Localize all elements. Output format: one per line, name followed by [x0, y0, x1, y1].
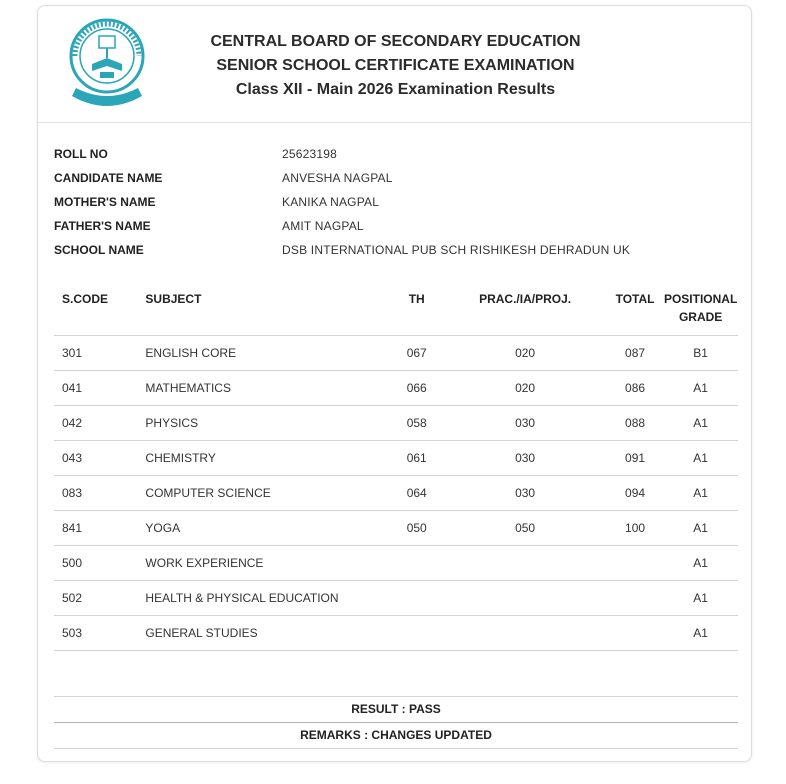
total-marks: 091	[607, 441, 663, 476]
theory-marks: 050	[390, 511, 443, 546]
subject-code: 841	[54, 511, 145, 546]
candidate-details	[54, 142, 734, 262]
father-name-label: FATHER'S NAME	[54, 219, 151, 233]
practical-marks	[443, 546, 607, 581]
subject-name: ENGLISH CORE	[145, 336, 390, 371]
subject-name: YOGA	[145, 511, 390, 546]
subject-code: 301	[54, 336, 145, 371]
positional-grade: A1	[663, 406, 738, 441]
positional-grade: B1	[663, 336, 738, 371]
school-name-value: DSB INTERNATIONAL PUB SCH RISHIKESH DEHRADUN UK	[282, 243, 631, 257]
col-subject: SUBJECT	[145, 282, 390, 336]
theory-marks	[390, 616, 443, 651]
positional-grade: A1	[663, 476, 738, 511]
table-row	[54, 581, 738, 616]
table-row	[54, 616, 738, 651]
subject-code: 502	[54, 581, 145, 616]
roll-no-label: ROLL NO	[54, 147, 108, 161]
subject-name: GENERAL STUDIES	[145, 616, 390, 651]
result-remarks: REMARKS : CHANGES UPDATED	[300, 728, 492, 742]
total-marks: 087	[607, 336, 663, 371]
header-titles	[188, 30, 603, 102]
col-prac: PRAC./IA/PROJ.	[443, 282, 607, 336]
board-name: CENTRAL BOARD OF SECONDARY EDUCATION	[210, 33, 581, 50]
total-marks: 094	[607, 476, 663, 511]
practical-marks	[443, 581, 607, 616]
result-summary	[54, 696, 738, 749]
positional-grade: A1	[663, 616, 738, 651]
table-row	[54, 476, 738, 511]
practical-marks: 030	[443, 441, 607, 476]
subject-name: COMPUTER SCIENCE	[145, 476, 390, 511]
theory-marks: 064	[390, 476, 443, 511]
practical-marks: 030	[443, 406, 607, 441]
subject-name: WORK EXPERIENCE	[145, 546, 390, 581]
subject-name: CHEMISTRY	[145, 441, 390, 476]
father-name-value: AMIT NAGPAL	[282, 219, 364, 233]
father-name-row	[54, 214, 734, 238]
mother-name-label: MOTHER'S NAME	[54, 195, 156, 209]
roll-no-value: 25623198	[282, 147, 337, 161]
table-row	[54, 441, 738, 476]
total-marks: 088	[607, 406, 663, 441]
positional-grade: A1	[663, 581, 738, 616]
total-marks: 086	[607, 371, 663, 406]
subject-name: HEALTH & PHYSICAL EDUCATION	[145, 581, 390, 616]
subject-code: 083	[54, 476, 145, 511]
subject-code: 500	[54, 546, 145, 581]
subject-code: 503	[54, 616, 145, 651]
practical-marks: 020	[443, 371, 607, 406]
subject-code: 042	[54, 406, 145, 441]
total-marks	[607, 546, 663, 581]
subject-code: 043	[54, 441, 145, 476]
theory-marks	[390, 546, 443, 581]
positional-grade: A1	[663, 546, 738, 581]
mother-name-row	[54, 190, 734, 214]
theory-marks: 066	[390, 371, 443, 406]
school-name-label: SCHOOL NAME	[54, 243, 144, 257]
total-marks	[607, 581, 663, 616]
total-marks: 100	[607, 511, 663, 546]
table-row	[54, 511, 738, 546]
col-grade: POSITIONAL GRADE	[663, 282, 738, 336]
subject-code: 041	[54, 371, 145, 406]
marks-table	[54, 282, 738, 651]
practical-marks: 030	[443, 476, 607, 511]
table-row	[54, 406, 738, 441]
divider	[54, 748, 738, 749]
mother-name-value: KANIKA NAGPAL	[282, 195, 380, 209]
col-scode: S.CODE	[54, 282, 145, 336]
result-status: RESULT : PASS	[351, 702, 441, 716]
col-total: TOTAL	[607, 282, 663, 336]
table-row	[54, 546, 738, 581]
school-name-row	[54, 238, 734, 262]
col-th: TH	[390, 282, 443, 336]
positional-grade: A1	[663, 371, 738, 406]
candidate-name-value: ANVESHA NAGPAL	[282, 171, 393, 185]
subject-name: PHYSICS	[145, 406, 390, 441]
theory-marks	[390, 581, 443, 616]
theory-marks: 058	[390, 406, 443, 441]
practical-marks: 050	[443, 511, 607, 546]
table-row	[54, 336, 738, 371]
result-title: Class XII - Main 2026 Examination Results	[235, 81, 556, 98]
total-marks	[607, 616, 663, 651]
practical-marks	[443, 616, 607, 651]
table-row	[54, 371, 738, 406]
theory-marks: 061	[390, 441, 443, 476]
result-card	[37, 5, 752, 762]
exam-name: SENIOR SCHOOL CERTIFICATE EXAMINATION	[216, 57, 575, 74]
positional-grade: A1	[663, 441, 738, 476]
candidate-name-row	[54, 166, 734, 190]
subject-name: MATHEMATICS	[145, 371, 390, 406]
positional-grade: A1	[663, 511, 738, 546]
practical-marks: 020	[443, 336, 607, 371]
cbse-logo-icon	[66, 16, 148, 112]
candidate-name-label: CANDIDATE NAME	[54, 171, 163, 185]
roll-no-row	[54, 142, 734, 166]
result-header	[38, 6, 751, 123]
marks-header-row	[54, 282, 738, 336]
theory-marks: 067	[390, 336, 443, 371]
